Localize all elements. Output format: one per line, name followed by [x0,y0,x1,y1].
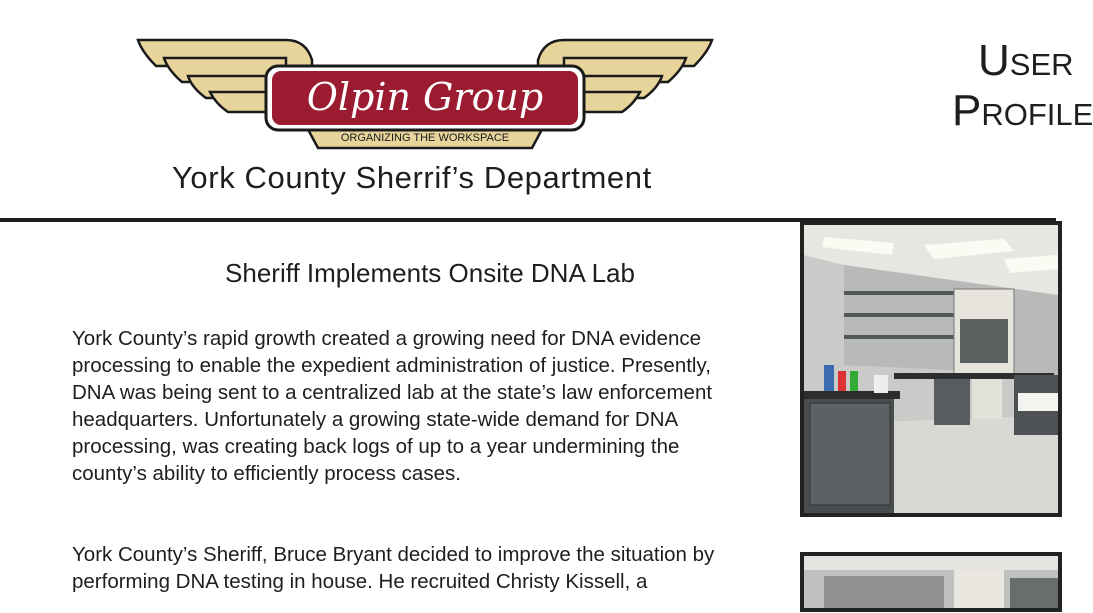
article-paragraph-2: York County’s Sheriff, Bruce Bryant decided to improve the situation by performing DNA testing in house. He recruited Christy Kissell, a [72,543,715,593]
olpin-group-logo [136,36,714,154]
logo-brand-text: Olpin Group [306,75,544,119]
user-profile-title [952,36,1093,136]
user-title-line2: Profile [952,86,1093,135]
logo-tagline-text: ORGANIZING THE WORKSPACE [340,132,510,144]
article-title: Sheriff Implements Onsite DNA Lab [225,258,635,288]
user-title-line1: User [978,36,1074,85]
lab-photo-2 [800,552,1062,612]
dna-lab-photo [800,221,1062,517]
article-paragraph-1: York County’s rapid growth created a growing need for DNA evidence processing to enable the expedient administration of justice. Presently, DNA was being sent to a centralized lab at the state’s law enforcement headquarters. Unfortunately a growing state-wide demand for DNA processing, was creating back logs of up to a year undermining the county’s ability to efficiently process cases. [72,327,713,485]
department-name: York County Sherrif’s Department [172,160,652,195]
